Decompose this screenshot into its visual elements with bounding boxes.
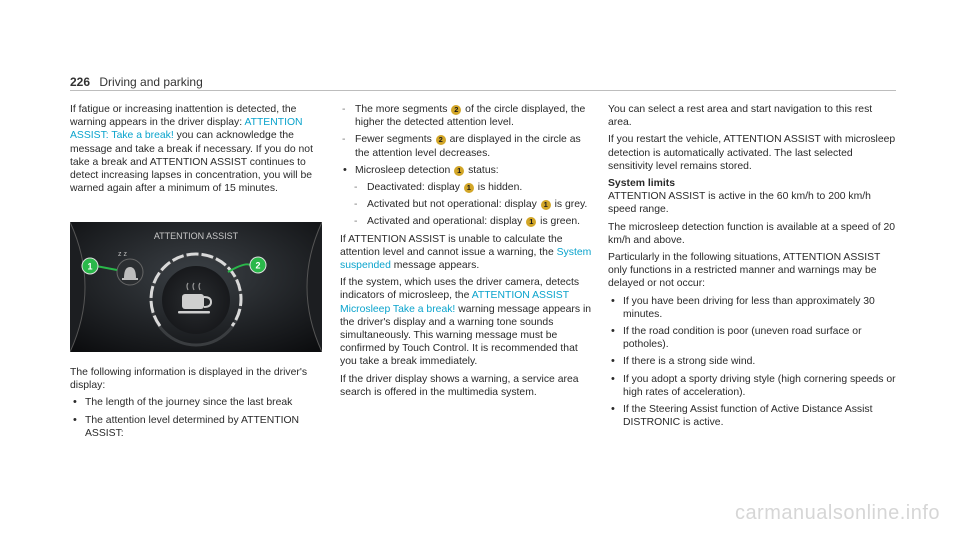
figure-title: ATTENTION ASSIST [153, 231, 239, 241]
column-right [608, 103, 896, 433]
watermark: carmanualsonline.info [734, 502, 940, 524]
status-operational: - Activated and operational: display 1 is green. [352, 215, 596, 228]
limit-bullet-sporty: • If you adopt a sporty driving style (high cornering speeds or high rates of acceleration). [608, 373, 896, 399]
system-suspended-paragraph: If ATTENTION ASSIST is unable to calculate the attention level and cannot issue a warning, the System suspended message appears. [340, 233, 592, 272]
restart-paragraph: If you restart the vehicle, ATTENTION ASSIST with microsleep detection is automatically activated. The last selected sensitivity level remains stored. [608, 134, 896, 172]
callout-2-ref: 2 [451, 105, 461, 115]
status-deactivated: - Deactivated: display 1 is hidden. [352, 181, 596, 194]
column-left [70, 103, 332, 199]
service-area-paragraph: If the driver display shows a warning, a service area search is offered in the multimedia system. [340, 373, 579, 398]
callout-2-ref: 2 [436, 135, 446, 145]
microsleep-warning-paragraph: If the system, which uses the driver camera, detects indicators of microsleep, the ATTENTION ASSIST Microsleep Take a break! warning message appears in the driver's display and a warning tone sounds simultaneously. This warning message must be confirmed by Touch Control. It is recommended that you take a break immediately. [340, 277, 592, 368]
page-number: 226 [70, 75, 91, 89]
column-left-lower [70, 366, 332, 444]
callout-1-ref: 1 [464, 183, 474, 193]
status-not-operational: - Activated but not operational: display 1 is grey. [352, 198, 596, 211]
bullet-attention-level: • The attention level determined by ATTENTION ASSIST: [70, 414, 332, 440]
header-divider [70, 90, 896, 91]
system-limits-heading: System limits [608, 178, 675, 190]
limit-bullet-duration: • If you have been driving for less than approximately 30 minutes. [608, 295, 896, 321]
page-header [70, 75, 203, 89]
svg-text:z z: z z [118, 251, 127, 258]
microsleep-speed-paragraph: The microsleep detection function is available at a speed of 20 km/h and above. [608, 221, 896, 246]
attention-assist-figure [70, 222, 322, 352]
callout-1-ref: 1 [526, 217, 536, 227]
attention-break-message: ATTENTION ASSIST: Take a break! [70, 117, 303, 142]
limit-bullet-wind: • If there is a strong side wind. [608, 355, 896, 368]
rest-area-paragraph: You can select a rest area and start navigation to this rest area. [608, 104, 873, 129]
attention-assist-display-svg [70, 222, 322, 352]
restricted-paragraph: Particularly in the following situations, ATTENTION ASSIST only functions in a restricted manner and warnings may be delayed or not occur: [608, 252, 881, 290]
intro-paragraph: If fatigue or increasing inattention is detected, the warning appears in the driver display: ATTENTION ASSIST: Take a break! you can acknowledge the message and take a break if necessary. If you do not take a break and ATTENTION ASSIST continues to detect increasing lapses in concentration, you will be warned again after a minimum of 15 minutes. [70, 104, 313, 195]
callout-1-ref: 1 [541, 200, 551, 210]
column-middle [340, 103, 596, 403]
segments-fewer-item: - Fewer segments 2 are displayed in the circle as the attention level decreases. [340, 133, 596, 159]
section-title: Driving and parking [99, 75, 203, 89]
callout-2-label: 2 [255, 260, 261, 271]
speed-range-paragraph: ATTENTION ASSIST is active in the 60 km/h to 200 km/h speed range. [608, 191, 871, 216]
segments-more-item: - The more segments 2 of the circle displayed, the higher the detected attention level. [340, 103, 596, 129]
info-intro: The following information is displayed in the driver's display: [70, 367, 308, 392]
limit-bullet-road: • If the road condition is poor (uneven road surface or potholes). [608, 325, 896, 351]
limit-bullet-steering-assist: • If the Steering Assist function of Active Distance Assist DISTRONIC is active. [608, 403, 896, 429]
system-suspended-message: System suspended [340, 246, 592, 272]
microsleep-break-message: ATTENTION ASSIST Microsleep Take a break! [340, 290, 569, 315]
callout-1-ref: 1 [454, 166, 464, 176]
callout-1-label: 1 [87, 261, 93, 272]
microsleep-status-bullet: • Microsleep detection 1 status: [340, 164, 596, 177]
bullet-journey-length: • The length of the journey since the last break [70, 396, 332, 409]
